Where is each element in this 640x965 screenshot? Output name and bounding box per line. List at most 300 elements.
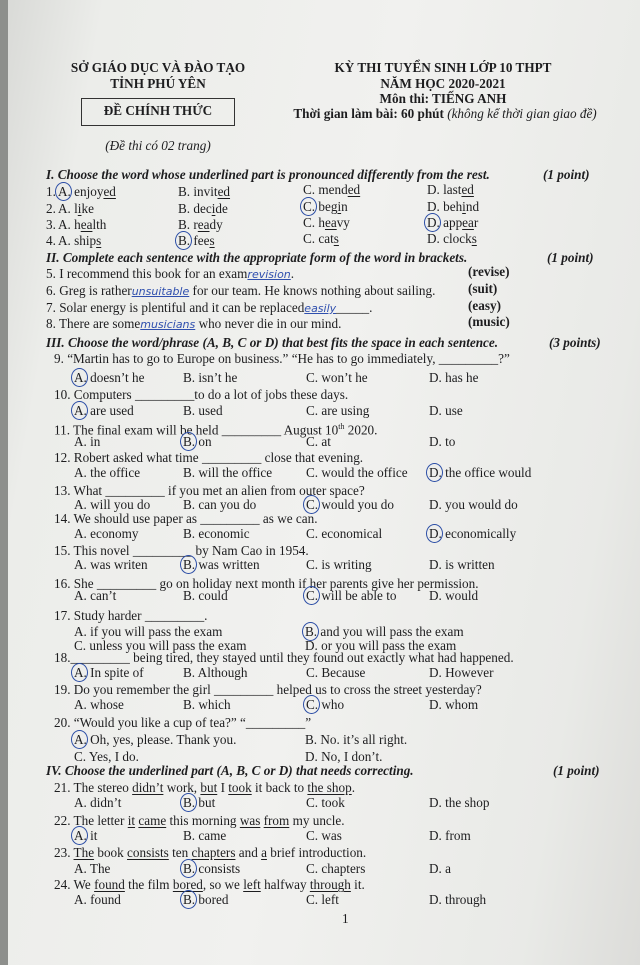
question-number: 2. (46, 201, 56, 216)
option-text: would (445, 588, 479, 603)
stem-text: halfway (260, 877, 310, 892)
option-text: through (445, 892, 487, 907)
option-c (303, 182, 360, 198)
stem-text: the film (124, 877, 173, 892)
option-text: can’t (90, 588, 117, 603)
underlined-part: i (77, 201, 82, 216)
option-text: will the office (198, 465, 273, 480)
option-text: However (445, 665, 494, 680)
option-c[interactable] (306, 861, 365, 877)
option-text: are using (321, 403, 370, 418)
question-number: 1. (46, 184, 56, 199)
stem-text: 16. She _________ go on holiday next month if her parents give her permission. (54, 576, 479, 591)
option-b[interactable] (183, 795, 215, 811)
option-letter: B. (183, 526, 196, 541)
option-c[interactable] (306, 403, 369, 419)
stem-text: it. (350, 877, 365, 892)
option-b[interactable] (183, 828, 226, 844)
option-b[interactable] (183, 434, 212, 450)
option-text: Yes, I do. (88, 749, 139, 764)
pages-note: (Đề thi có 02 trang) (105, 138, 211, 153)
option-c[interactable] (306, 588, 396, 604)
stem-text: 11. The final exam will be held _________ August 10 (54, 422, 339, 438)
option-text: can you do (198, 497, 257, 512)
option-c[interactable] (306, 828, 342, 844)
stem-text: . (351, 780, 356, 795)
option-text: will you do (90, 497, 151, 512)
stem-text: this morning (166, 813, 240, 828)
option-letter: C. (303, 231, 316, 246)
option-d[interactable] (429, 697, 478, 713)
option-text: was written (198, 557, 260, 572)
word-hint: (easy) (468, 298, 501, 313)
underlined-part: i (462, 199, 466, 214)
option-letter: D. (429, 795, 442, 810)
option-letter: D. (427, 182, 440, 197)
underlined-part: through (309, 877, 351, 892)
option-b[interactable] (183, 588, 228, 604)
option-text: if you will pass the exam (90, 624, 223, 639)
option-letter: A. (74, 795, 87, 810)
option-letter: D. (427, 231, 440, 246)
option-letter: B. (183, 697, 196, 712)
option-letter: B. (183, 861, 196, 876)
underlined-part: ea (462, 215, 474, 230)
option-letter: B. (183, 370, 196, 385)
sentence-end: for our team. He knows nothing about sailing. (189, 283, 436, 298)
option-letter: A. (74, 732, 87, 747)
underlined-part: took (228, 780, 252, 795)
question-stem (54, 650, 514, 666)
handwritten-answer: easily (304, 302, 337, 315)
option-text: or you will pass the exam (321, 638, 457, 653)
word-suffix: de (215, 201, 228, 216)
question-stem (54, 813, 345, 829)
option-d[interactable] (429, 795, 489, 811)
option-letter: C. (303, 182, 316, 197)
handwritten-answer: revision (247, 268, 291, 281)
option-a (58, 201, 94, 217)
option-text: the office would (445, 465, 532, 480)
option-text: from (445, 828, 471, 843)
option-letter: C. (306, 370, 319, 385)
option-b[interactable] (183, 665, 248, 681)
word-prefix: app (443, 215, 463, 230)
option-text: isn’t he (198, 370, 238, 385)
option-c[interactable] (306, 497, 394, 513)
stem-text: 15. This novel _________ by Nam Cao in 1954. (54, 543, 309, 558)
stem-text: 22. The letter (54, 813, 128, 828)
option-text: consists (198, 861, 241, 876)
word-suffix: nd (465, 199, 480, 214)
option-c[interactable] (306, 370, 368, 386)
option-a (58, 217, 106, 233)
school-year: NĂM HỌC 2020-2021 (380, 76, 506, 91)
option-a[interactable] (74, 665, 144, 681)
option-a[interactable] (74, 434, 100, 450)
sentence-start: 5. I recommend this book for an exam (46, 266, 248, 281)
option-text: to (445, 434, 456, 449)
underlined-part: a (261, 845, 267, 860)
option-letter: A. (74, 557, 87, 572)
option-letter: C. (74, 749, 87, 764)
option-text: but (198, 795, 216, 810)
option-letter: A. (74, 497, 87, 512)
section-title: II. Complete each sentence with the appropriate form of the word in brackets. (46, 250, 468, 265)
option-text: has he (445, 370, 479, 385)
option-d (427, 182, 474, 198)
word-prefix: beh (443, 199, 463, 214)
option-b[interactable] (183, 526, 250, 542)
option-text: came (198, 828, 227, 843)
option-text: Oh, yes, please. Thank you. (90, 732, 237, 747)
option-c[interactable] (306, 892, 339, 908)
option-text: unless you will pass the exam (89, 638, 247, 653)
option-d[interactable] (429, 370, 478, 386)
option-letter: B. (183, 434, 196, 449)
option-b[interactable] (305, 732, 407, 748)
option-letter: B. (178, 184, 191, 199)
word-prefix: clock (443, 231, 472, 246)
word-prefix: beg (318, 199, 338, 214)
stem-text: I (217, 780, 229, 795)
option-letter: C. (306, 557, 319, 572)
option-letter: C. (306, 434, 319, 449)
option-letter: C. (306, 497, 319, 512)
option-d[interactable] (429, 861, 451, 877)
subject: Môn thi: TIẾNG ANH (379, 91, 507, 106)
option-letter: C. (306, 588, 319, 603)
option-letter: A. (74, 828, 87, 843)
option-letter: C. (306, 665, 319, 680)
option-letter: B. (183, 892, 196, 907)
option-a[interactable] (74, 697, 124, 713)
option-text: economical (321, 526, 383, 541)
word-prefix: ship (74, 233, 97, 248)
option-text: The (89, 861, 111, 876)
stem-text: 2020. (344, 422, 378, 438)
option-a[interactable] (74, 732, 236, 748)
province-name: TỈNH PHÚ YÊN (110, 76, 206, 91)
fill-in-sentence (46, 266, 294, 283)
option-a[interactable] (74, 861, 110, 877)
option-c[interactable] (306, 526, 382, 542)
option-d[interactable] (429, 465, 531, 481)
option-letter: A. (74, 526, 87, 541)
question-stem (54, 845, 366, 861)
option-text: would you do (321, 497, 394, 512)
option-a[interactable] (74, 403, 134, 419)
option-a[interactable] (74, 828, 97, 844)
stem-text: it back to (251, 780, 308, 795)
option-text: Because (321, 665, 366, 680)
option-c[interactable] (306, 434, 331, 450)
option-letter: D. (429, 497, 442, 512)
option-letter: D. (429, 370, 442, 385)
word-prefix: r (193, 217, 198, 232)
option-text: No. it’s all right. (320, 732, 408, 747)
option-letter: B. (183, 665, 196, 680)
option-text: won’t he (321, 370, 368, 385)
option-text: whose (90, 697, 124, 712)
section-title: IV. Choose the underlined part (A, B, C or D) that needs correcting. (46, 763, 414, 778)
underlined-part: ea (324, 215, 337, 230)
option-letter: A. (58, 217, 71, 232)
option-text: could (198, 588, 228, 603)
stem-text: my uncle. (289, 813, 345, 828)
sentence-start: 6. Greg is rather (46, 283, 132, 298)
option-text: it (90, 828, 98, 843)
option-letter: A. (74, 624, 87, 639)
underlined-part: i (337, 199, 342, 214)
circled-answer-letter: C. (303, 199, 316, 214)
option-text: you would do (445, 497, 518, 512)
word-prefix: cat (318, 231, 334, 246)
option-letter: D. (429, 434, 442, 449)
option-letter: C. (306, 861, 319, 876)
option-b[interactable] (183, 557, 260, 573)
option-b (178, 201, 228, 217)
question-stem (54, 576, 479, 592)
stem-text: 13. What _________ if you met an alien from outer space? (54, 483, 365, 498)
fill-in-sentence (46, 300, 372, 317)
option-a[interactable] (74, 370, 144, 386)
underlined-part: ed (347, 182, 361, 197)
underlined-part: bored (172, 877, 203, 892)
option-text: and you will pass the exam (320, 624, 464, 639)
option-letter: A. (74, 665, 87, 680)
option-letter: A. (74, 588, 87, 603)
option-letter: A. (74, 861, 87, 876)
question-stem (54, 608, 207, 624)
option-d[interactable] (429, 557, 495, 573)
option-text: didn’t (90, 795, 122, 810)
underlined-part: ed (103, 184, 116, 199)
option-c[interactable] (306, 665, 365, 681)
option-b[interactable] (183, 892, 228, 908)
option-b[interactable] (183, 403, 223, 419)
word-suffix: dy (209, 217, 223, 232)
option-text: bored (198, 892, 229, 907)
option-letter: D. (429, 828, 442, 843)
word-prefix: dec (193, 201, 212, 216)
option-c[interactable] (306, 795, 345, 811)
option-text: is written (445, 557, 495, 572)
option-text: Although (197, 665, 248, 680)
option-text: the office (90, 465, 141, 480)
option-letter: D. (429, 665, 442, 680)
option-text: which (198, 697, 231, 712)
option-d[interactable] (429, 588, 478, 604)
option-text: economic (198, 526, 250, 541)
section-points: (1 point) (553, 763, 600, 778)
underlined-part: i (211, 201, 216, 216)
option-a[interactable] (74, 526, 138, 542)
option-a[interactable] (74, 795, 121, 811)
option-letter: B. (183, 465, 196, 480)
section-points: (1 point) (543, 167, 590, 182)
underlined-part: consists (127, 845, 169, 860)
option-letter: D. (429, 892, 442, 907)
option-letter: A. (74, 403, 87, 418)
option-letter: B. (183, 588, 196, 603)
option-d (427, 231, 477, 247)
option-text: whom (445, 697, 479, 712)
option-letter: A. (74, 434, 87, 449)
option-text: the shop (445, 795, 490, 810)
option-letter: C. (306, 526, 319, 541)
option-b[interactable] (183, 465, 272, 481)
handwritten-answer: unsuitable (131, 285, 190, 298)
option-d[interactable] (429, 665, 493, 681)
underlined-part: ed (217, 184, 231, 199)
underlined-part: s (209, 233, 215, 248)
option-b (178, 233, 215, 249)
option-d[interactable] (429, 526, 516, 542)
option-a[interactable] (74, 557, 148, 573)
stem-text: brief introduction. (266, 845, 367, 860)
option-letter: A. (58, 201, 71, 216)
exam-paper (8, 0, 640, 965)
stem-text: 20. “Would you like a cup of tea?” “_________” (54, 715, 312, 730)
option-text: use (445, 403, 463, 418)
word-prefix: h (74, 217, 81, 232)
official-label: ĐỀ CHÍNH THỨC (103, 103, 213, 118)
underlined-part: it (127, 813, 136, 828)
option-letter: D. (429, 403, 442, 418)
option-letter: C. (306, 892, 319, 907)
option-text: chapters (321, 861, 366, 876)
option-letter: B. (183, 828, 196, 843)
section-title: III. Choose the word/phrase (A, B, C or D) that best fits the space in each sentence. (46, 335, 499, 350)
exam-title: KỲ THI TUYỂN SINH LỚP 10 THPT (334, 60, 552, 75)
underlined-part: left (243, 877, 261, 892)
underlined-part: ea (80, 217, 93, 232)
option-letter: B. (305, 624, 318, 639)
word-prefix: fee (193, 233, 210, 248)
option-a[interactable] (74, 465, 140, 481)
underlined-part: but (200, 780, 218, 795)
option-text: will be able to (321, 588, 397, 603)
option-letter: D. (429, 526, 442, 541)
option-letter: B. (183, 557, 196, 572)
option-text: on (198, 434, 212, 449)
option-text: left (321, 892, 339, 907)
option-c (303, 199, 348, 215)
stem-text: , so we (202, 877, 244, 892)
option-text: doesn’t he (90, 370, 145, 385)
section-points: (1 point) (547, 250, 594, 265)
underlined-part: The (73, 845, 95, 860)
option-c[interactable] (306, 557, 372, 573)
underlined-part: s (96, 233, 102, 248)
time-label: Thời gian làm bài: 60 phút (293, 106, 444, 121)
option-text: economically (445, 526, 517, 541)
option-d[interactable] (429, 828, 471, 844)
option-letter: D. (305, 638, 318, 653)
word-prefix: h (318, 215, 325, 230)
sentence-end: _____. (336, 300, 373, 315)
option-letter: D. (427, 199, 440, 214)
section-points: (3 points) (549, 335, 601, 350)
underlined-part: chapters (191, 845, 236, 860)
word-suffix: n (341, 199, 348, 214)
option-letter: A. (58, 233, 71, 248)
option-a[interactable] (74, 588, 116, 604)
option-text: used (198, 403, 223, 418)
word-hint: (music) (468, 314, 510, 329)
question-stem (54, 780, 355, 796)
underlined-part: the shop (307, 780, 352, 795)
superscript: th (338, 422, 345, 431)
underlined-part: didn’t (132, 780, 164, 795)
word-prefix: invit (193, 184, 218, 199)
option-letter: B. (305, 732, 318, 747)
option-letter: D. (429, 465, 442, 480)
stem-text: 14. We should use paper as _________ as we can. (54, 511, 318, 526)
option-c[interactable] (306, 697, 344, 713)
stem-text: ten (168, 845, 192, 860)
option-d[interactable] (429, 403, 463, 419)
page-number: 1 (342, 911, 349, 926)
question-stem (54, 682, 482, 698)
option-a (58, 184, 116, 200)
option-text: is writing (321, 557, 372, 572)
option-letter: C. (306, 465, 319, 480)
option-text: took (321, 795, 345, 810)
option-text: are used (90, 403, 134, 418)
option-b[interactable] (183, 861, 240, 877)
option-letter: B. (178, 217, 191, 232)
option-c[interactable] (306, 465, 408, 481)
option-letter: A. (74, 697, 87, 712)
option-letter: D. (305, 749, 318, 764)
word-prefix: mend (318, 182, 348, 197)
option-a[interactable] (74, 892, 121, 908)
fill-in-sentence (46, 283, 435, 300)
option-text: was (321, 828, 342, 843)
underlined-part: came (138, 813, 167, 828)
option-b[interactable] (183, 697, 231, 713)
stem-text: 21. The stereo (54, 780, 133, 795)
word-suffix: r (473, 215, 479, 230)
option-letter: B. (183, 795, 196, 810)
sentence-start: 7. Solar energy is plentiful and it can be replaced (46, 300, 305, 315)
option-text: No, I don’t. (321, 749, 383, 764)
question-stem (54, 351, 510, 367)
option-d[interactable] (429, 434, 455, 450)
option-letter: D. (429, 557, 442, 572)
option-letter: C. (306, 795, 319, 810)
underlined-part: found (94, 877, 125, 892)
option-d[interactable] (429, 497, 518, 513)
sentence-start: 8. There are some (46, 316, 141, 331)
sentence-end: . (290, 266, 295, 281)
question-number: 3. (46, 217, 56, 232)
question-stem (54, 511, 318, 527)
option-d[interactable] (429, 892, 486, 908)
option-a (58, 233, 101, 249)
underlined-part: was (239, 813, 261, 828)
question-stem (54, 877, 365, 893)
option-b[interactable] (183, 370, 237, 386)
stem-text: 18._________ being tired, they stayed until they found out exactly what had happened. (54, 650, 514, 665)
option-b (178, 184, 230, 200)
option-letter: D. (429, 588, 442, 603)
time-info (270, 106, 620, 122)
question-stem (54, 450, 363, 466)
handwritten-answer: musicians (140, 318, 196, 331)
